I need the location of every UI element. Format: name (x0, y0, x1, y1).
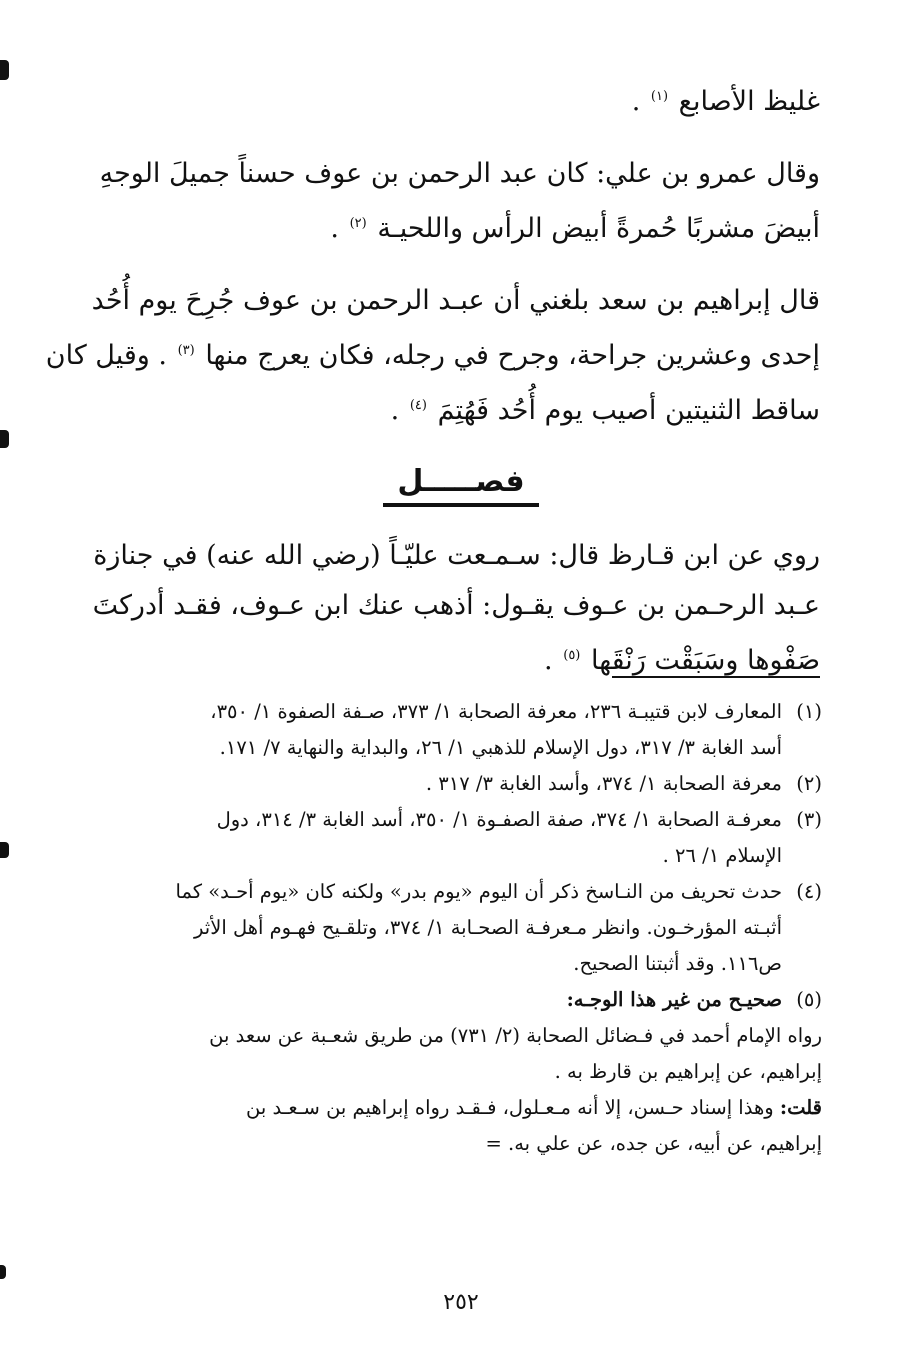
paragraph-line: عـبد الرحـمن بن عـوف يقـول: أذهب عنك ابن عـوف، فقـد أدركتَ (92, 590, 820, 621)
footnote-line: معرفـة الصحابة ١/ ٣٧٤، صفة الصفـوة ١/ ٣٥٠، أسد الغابة ٣/ ٣١٤، دول (216, 808, 782, 831)
footnote-divider (612, 676, 820, 678)
footnote-reference[interactable]: (١) (650, 89, 669, 104)
footnote-3 (102, 802, 822, 874)
footnote-number: (٢) (796, 772, 822, 795)
section-heading: فصـــــل (383, 464, 538, 507)
paragraph-line: ساقط الثنيتين أصيب يوم أُحُد فَهُتِمَ (437, 395, 820, 426)
footnote-5-line: رواه الإمام أحمد في فـضائل الصحابة (٢/ ٧٣١) من طريق شعـبة عن سعد بن (209, 1024, 822, 1047)
qult-label: قلت: (779, 1096, 822, 1119)
footnote-5-line: وهذا إسناد حـسن، إلا أنه مـعـلول، فـقـد رواه إبراهيم بن سـعـد بن (246, 1096, 774, 1119)
footnotes (102, 694, 822, 1162)
paragraph-3 (45, 276, 820, 436)
footnote-1 (102, 694, 822, 766)
paragraph-end: . (631, 86, 641, 117)
paragraph-line: . وقيل كان (45, 340, 167, 371)
paragraph-line: صَفْوها وسَبَقْت رَنْقَها (590, 645, 820, 676)
paragraph-end: . (544, 645, 553, 676)
footnote-line: حدث تحريف من النـاسخ ذكر أن اليوم «يوم بدر» ولكنه كان «يوم أحـد» كما (175, 880, 782, 903)
footnote-line: ص١١٦. وقد أثبتنا الصحيح. (573, 952, 782, 975)
page-number: ٢٥٢ (443, 1290, 479, 1315)
paragraph-line: روي عن ابن قـارظ قال: سـمـعت عليّـاً (رضي الله عنه) في جنازة (93, 540, 820, 571)
footnote-line: المعارف لابن قتيبـة ٢٣٦، معرفة الصحابة ١/ ٣٧٣، صـفة الصفوة ١/ ٣٥٠، (210, 700, 782, 723)
paragraph-4 (92, 531, 820, 686)
paragraph-end: . (330, 213, 339, 244)
paragraph-line: أبيضَ مشربًا حُمرةً أبيض الرأس واللحيـة (377, 213, 820, 244)
paragraph-line: وقال عمرو بن علي: كان عبد الرحمن بن عوف حسناً جميلَ الوجهِ (99, 158, 820, 189)
footnote-5-line: إبراهيم، عن إبراهيم بن قارظ به . (554, 1060, 822, 1083)
footnote-number: (٤) (796, 880, 822, 903)
footnote-number: (٣) (796, 808, 822, 831)
footnote-4 (102, 874, 822, 982)
paragraph-text: غليظ الأصابع (678, 86, 820, 117)
footnote-reference[interactable]: (٢) (349, 216, 367, 231)
scan-edge-mark (0, 60, 9, 80)
paragraph-line: إحدى وعشرين جراحة، وجرح في رجله، فكان يعرج منها (205, 340, 820, 371)
footnote-number: (٥) (796, 988, 822, 1011)
footnote-reference[interactable]: (٥) (563, 648, 581, 663)
footnote-reference[interactable]: (٤) (409, 398, 427, 413)
footnote-line: الإسلام ١/ ٢٦ . (662, 844, 782, 867)
paragraph-1 (102, 72, 820, 127)
footnote-reference[interactable]: (٣) (177, 343, 195, 358)
scan-edge-mark (0, 1265, 6, 1279)
paragraph-end: . (390, 395, 400, 426)
scan-edge-mark (0, 430, 9, 448)
footnote-line: معرفة الصحابة ١/ ٣٧٤، وأسد الغابة ٣/ ٣١٧ . (425, 772, 782, 795)
main-text (45, 72, 820, 700)
footnote-number: (١) (796, 700, 822, 723)
footnote-5 (102, 982, 822, 1018)
paragraph-2 (99, 149, 820, 254)
footnote-line: أسد الغابة ٣/ ٣١٧، دول الإسلام للذهبي ١/ ٢٦، والبداية والنهاية ٧/ ١٧١. (219, 736, 782, 759)
section-heading-wrap (102, 464, 820, 507)
scan-edge-mark (0, 842, 9, 858)
paragraph-line: قال إبراهيم بن سعد بلغني أن عبـد الرحمن بن عوف جُرِحَ يوم أُحُد (91, 285, 820, 316)
footnote-line: أثبـته المؤرخـون. وانظر مـعرفـة الصحـابة ١/ ٣٧٤، وتلقـيح فهـوم أهل الأثر (194, 916, 782, 939)
footnote-title: صحيـح من غير هذا الوجـه: (566, 988, 782, 1011)
footnote-2 (102, 766, 822, 802)
footnote-5-line: إبراهيم، عن أبيه، عن جده، عن علي به. = (485, 1132, 822, 1155)
